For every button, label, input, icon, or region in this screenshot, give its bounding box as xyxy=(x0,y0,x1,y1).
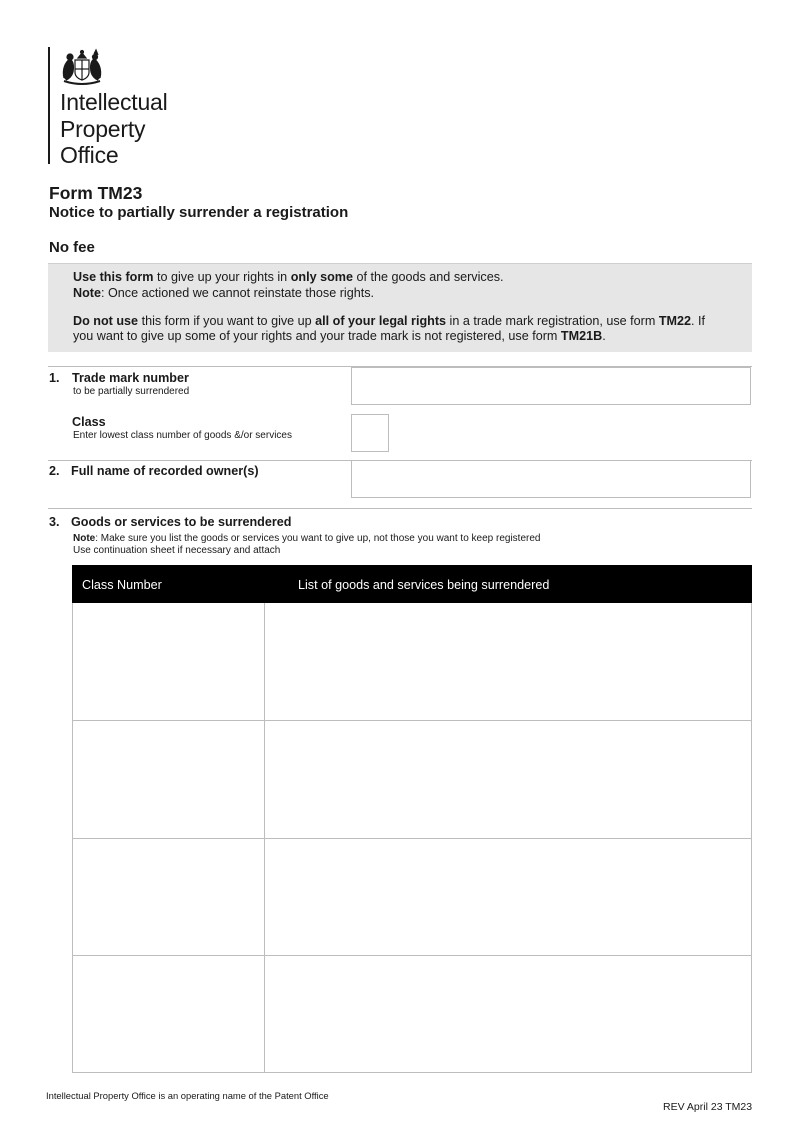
info-line-3 xyxy=(73,313,705,329)
info-line-1 xyxy=(73,269,504,285)
q3-note-line-2: Use continuation sheet if necessary and attach xyxy=(73,545,281,556)
info-bold: TM21B xyxy=(560,329,603,343)
q1-number: 1. xyxy=(49,371,60,385)
info-text: this form if you want to give up xyxy=(138,314,316,328)
table-header xyxy=(72,565,752,603)
form-subtitle: Notice to partially surrender a registration xyxy=(49,204,349,221)
goods-cell[interactable] xyxy=(265,603,751,720)
class-number-cell[interactable] xyxy=(73,721,264,838)
logo-bar xyxy=(48,47,50,164)
info-text: you want to give up some of your rights and your trade mark is not registered, use form xyxy=(73,329,561,343)
q2-number: 2. xyxy=(49,464,60,478)
class-input[interactable] xyxy=(351,414,389,452)
logo-line-1: Intellectual xyxy=(60,89,168,115)
info-text: to give up your rights in xyxy=(153,270,291,284)
q1-hint: to be partially surrendered xyxy=(73,386,190,397)
trade-mark-number-input[interactable] xyxy=(351,367,751,405)
form-title: Form TM23 xyxy=(49,183,143,203)
fee-label: No fee xyxy=(49,239,95,256)
q2-label: Full name of recorded owner(s) xyxy=(71,464,259,478)
info-bold: TM22 xyxy=(658,314,692,328)
goods-cell[interactable] xyxy=(265,956,751,1072)
info-bold: Note xyxy=(73,286,101,300)
class-hint: Enter lowest class number of goods &/or services xyxy=(73,430,292,441)
info-text: in a trade mark registration, use form xyxy=(446,314,659,328)
info-box xyxy=(48,263,752,352)
header-goods-list: List of goods and services being surrendered xyxy=(298,578,550,592)
q1-label: Trade mark number xyxy=(72,371,189,385)
goods-cell[interactable] xyxy=(265,839,751,955)
class-number-cell[interactable] xyxy=(73,839,264,955)
logo-line-3: Office xyxy=(60,142,119,168)
class-number-cell[interactable] xyxy=(73,603,264,720)
note-text: : Make sure you list the goods or services you want to give up, not those you want to keep registered xyxy=(95,533,541,544)
info-bold: all of your legal rights xyxy=(315,314,447,328)
logo-line-2: Property xyxy=(60,115,146,142)
footer-note: Intellectual Property Office is an operating name of the Patent Office xyxy=(46,1090,329,1101)
info-bold: Do not use xyxy=(73,314,139,328)
section-divider xyxy=(48,508,752,509)
ipo-logo-text xyxy=(60,89,168,169)
q3-label: Goods or services to be surrendered xyxy=(71,515,292,529)
q3-note xyxy=(73,533,540,544)
footer-revision: REV April 23 TM23 xyxy=(663,1101,753,1113)
owner-name-input[interactable] xyxy=(351,460,751,498)
header-class-number: Class Number xyxy=(82,578,162,592)
info-line-2 xyxy=(73,285,374,301)
info-bold: Use this form xyxy=(73,270,154,284)
note-bold: Note xyxy=(73,533,96,544)
royal-coat-of-arms-icon xyxy=(58,48,106,86)
info-text: . If xyxy=(691,314,706,328)
class-label: Class xyxy=(72,415,106,429)
info-bold: only some xyxy=(290,270,353,284)
info-text: . xyxy=(602,329,606,343)
info-text: of the goods and services. xyxy=(352,270,504,284)
class-number-cell[interactable] xyxy=(73,956,264,1072)
goods-cell[interactable] xyxy=(265,721,751,838)
info-text: : Once actioned we cannot reinstate those rights. xyxy=(101,286,375,300)
info-line-4 xyxy=(73,328,606,344)
goods-services-table xyxy=(72,565,752,1073)
q3-number: 3. xyxy=(49,515,60,529)
